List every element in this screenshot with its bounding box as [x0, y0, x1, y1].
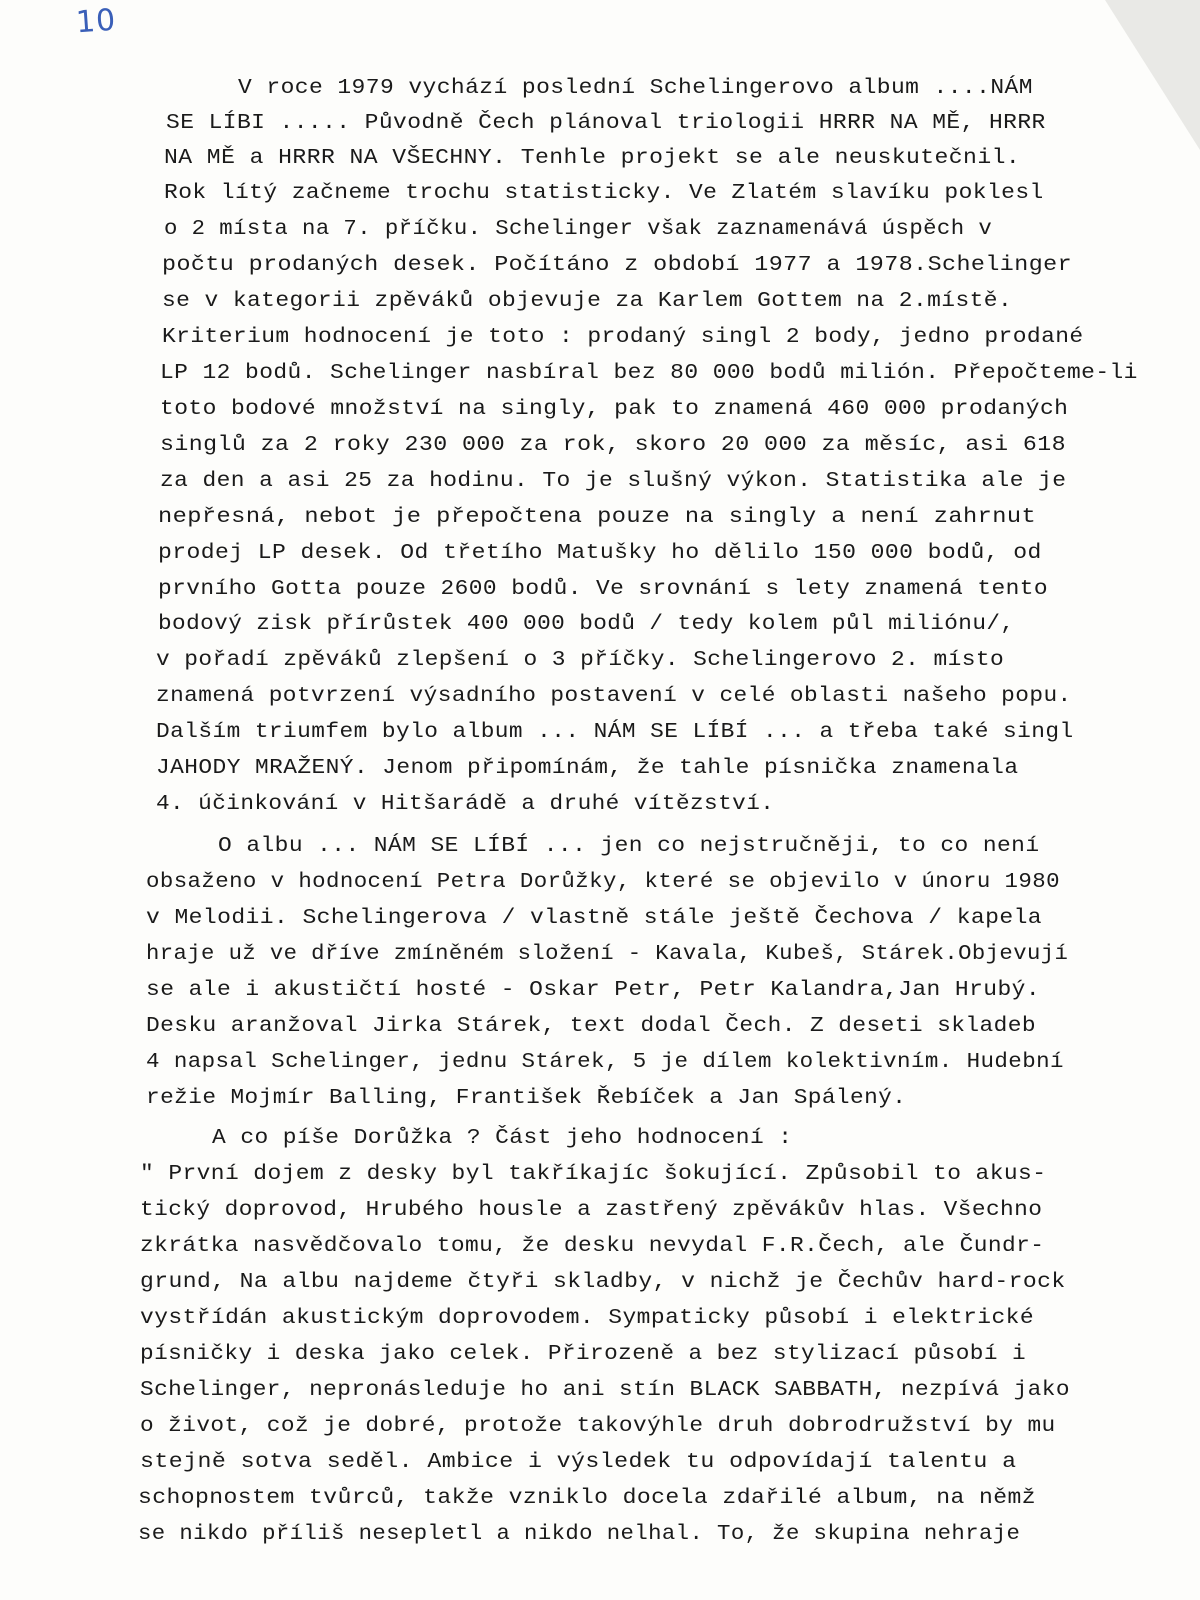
text-line: V roce 1979 vychází poslední Schelingerovo album ....NÁM	[238, 76, 1033, 100]
text-line: A co píše Dorůžka ? Část jeho hodnocení :	[212, 1126, 793, 1150]
text-line: se ale i akustičtí hosté - Oskar Petr, Petr Kalandra,Jan Hrubý.	[146, 978, 1041, 1002]
text-line: grund, Na albu najdeme čtyři skladby, v nichž je Čechův hard-rock	[140, 1270, 1066, 1294]
text-line: v pořadí zpěváků zlepšení o 3 příčky. Schelingerovo 2. místo	[156, 648, 1005, 672]
text-line: se nikdo příliš nesepletl a nikdo nelhal. To, že skupina nehraje	[138, 1522, 1021, 1546]
text-line: o 2 místa na 7. příčku. Schelinger však zaznamenává úspěch v	[164, 217, 993, 241]
text-line: písničky i deska jako celek. Přirozeně a bez stylizací působí i	[140, 1342, 1027, 1366]
text-line: Desku aranžoval Jirka Stárek, text dodal Čech. Z deseti skladeb	[146, 1014, 1037, 1038]
text-line: Kriterium hodnocení je toto : prodaný singl 2 body, jedno prodané	[162, 325, 1084, 349]
text-line: Schelinger, nepronásleduje ho ani stín BLACK SABBATH, nezpívá jako	[140, 1378, 1070, 1402]
text-line: LP 12 bodů. Schelinger nasbíral bez 80 000 bodů milión. Přepočteme-li	[160, 361, 1138, 385]
text-line: singlů za 2 roky 230 000 za rok, skoro 20 000 za měsíc, asi 618	[160, 433, 1067, 457]
text-line: se v kategorii zpěváků objevuje za Karlem Gottem na 2.místě.	[162, 289, 1013, 313]
text-line: 4 napsal Schelinger, jednu Stárek, 5 je dílem kolektivním. Hudební	[146, 1050, 1064, 1074]
text-line: 4. účinkování v Hitšarádě a druhé vítězství.	[156, 792, 775, 816]
text-line: prodej LP desek. Od třetího Matušky ho dělilo 150 000 bodů, od	[158, 541, 1042, 565]
text-line: toto bodové množství na singly, pak to znamená 460 000 prodaných	[160, 397, 1069, 421]
text-line: SE LÍBI ..... Původně Čech plánoval triologii HRRR NA MĚ, HRRR	[166, 111, 1046, 135]
text-line: obsaženo v hodnocení Petra Dorůžky, které se objevilo v únoru 1980	[146, 870, 1060, 894]
text-line: počtu prodaných desek. Počítáno z období 1977 a 1978.Schelinger	[162, 253, 1073, 277]
text-line: Dalším triumfem bylo album ... NÁM SE LÍBÍ ... a třeba také singl	[156, 720, 1074, 744]
text-line: Rok lítý začneme trochu statisticky. Ve Zlatém slavíku poklesl	[164, 181, 1044, 205]
text-line: " První dojem z desky byl takříkajíc šokující. Způsobil to akus-	[140, 1162, 1047, 1186]
page-number: 10	[74, 2, 118, 41]
text-line: režie Mojmír Balling, František Řebíček a Jan Spálený.	[146, 1086, 907, 1110]
text-line: hraje už ve dříve zmíněném složení - Kavala, Kubeš, Stárek.Objevují	[146, 942, 1069, 966]
text-line: za den a asi 25 za hodinu. To je slušný výkon. Statistika ale je	[160, 469, 1067, 493]
text-line: v Melodii. Schelingerova / vlastně stále ještě Čechova / kapela	[146, 906, 1043, 930]
text-line: znamená potvrzení výsadního postavení v celé oblasti našeho popu.	[156, 684, 1072, 708]
text-line: schopnostem tvůrců, takže vzniklo docela zdařilé album, na němž	[138, 1486, 1037, 1510]
text-line: NA MĚ a HRRR NA VŠECHNY. Tenhle projekt se ale neuskutečnil.	[164, 146, 1021, 170]
text-line: tický doprovod, Hrubého housle a zastřený zpěvákův hlas. Všechno	[140, 1198, 1043, 1222]
text-line: zkrátka nasvědčovalo tomu, že desku nevydal F.R.Čech, ale Čundr-	[140, 1234, 1045, 1258]
text-line: o život, což je dobré, protože takovýhle druh dobrodružství by mu	[140, 1414, 1056, 1438]
text-line: vystřídán akustickým doprovodem. Sympaticky působí i elektrické	[140, 1306, 1035, 1330]
text-line: prvního Gotta pouze 2600 bodů. Ve srovnání s lety znamená tento	[158, 577, 1049, 601]
text-line: O albu ... NÁM SE LÍBÍ ... jen co nejstručněji, to co není	[218, 834, 1040, 858]
text-line: nepřesná, nebot je přepočtena pouze na singly a není zahrnut	[158, 505, 1037, 529]
text-line: stejně sotva seděl. Ambice i výsledek tu odpovídají talentu a	[140, 1450, 1017, 1474]
text-line: JAHODY MRAŽENÝ. Jenom připomínám, že tahle písnička znamenala	[156, 756, 1019, 780]
text-line: bodový zisk přírůstek 400 000 bodů / tedy kolem půl miliónu/,	[158, 612, 1015, 636]
